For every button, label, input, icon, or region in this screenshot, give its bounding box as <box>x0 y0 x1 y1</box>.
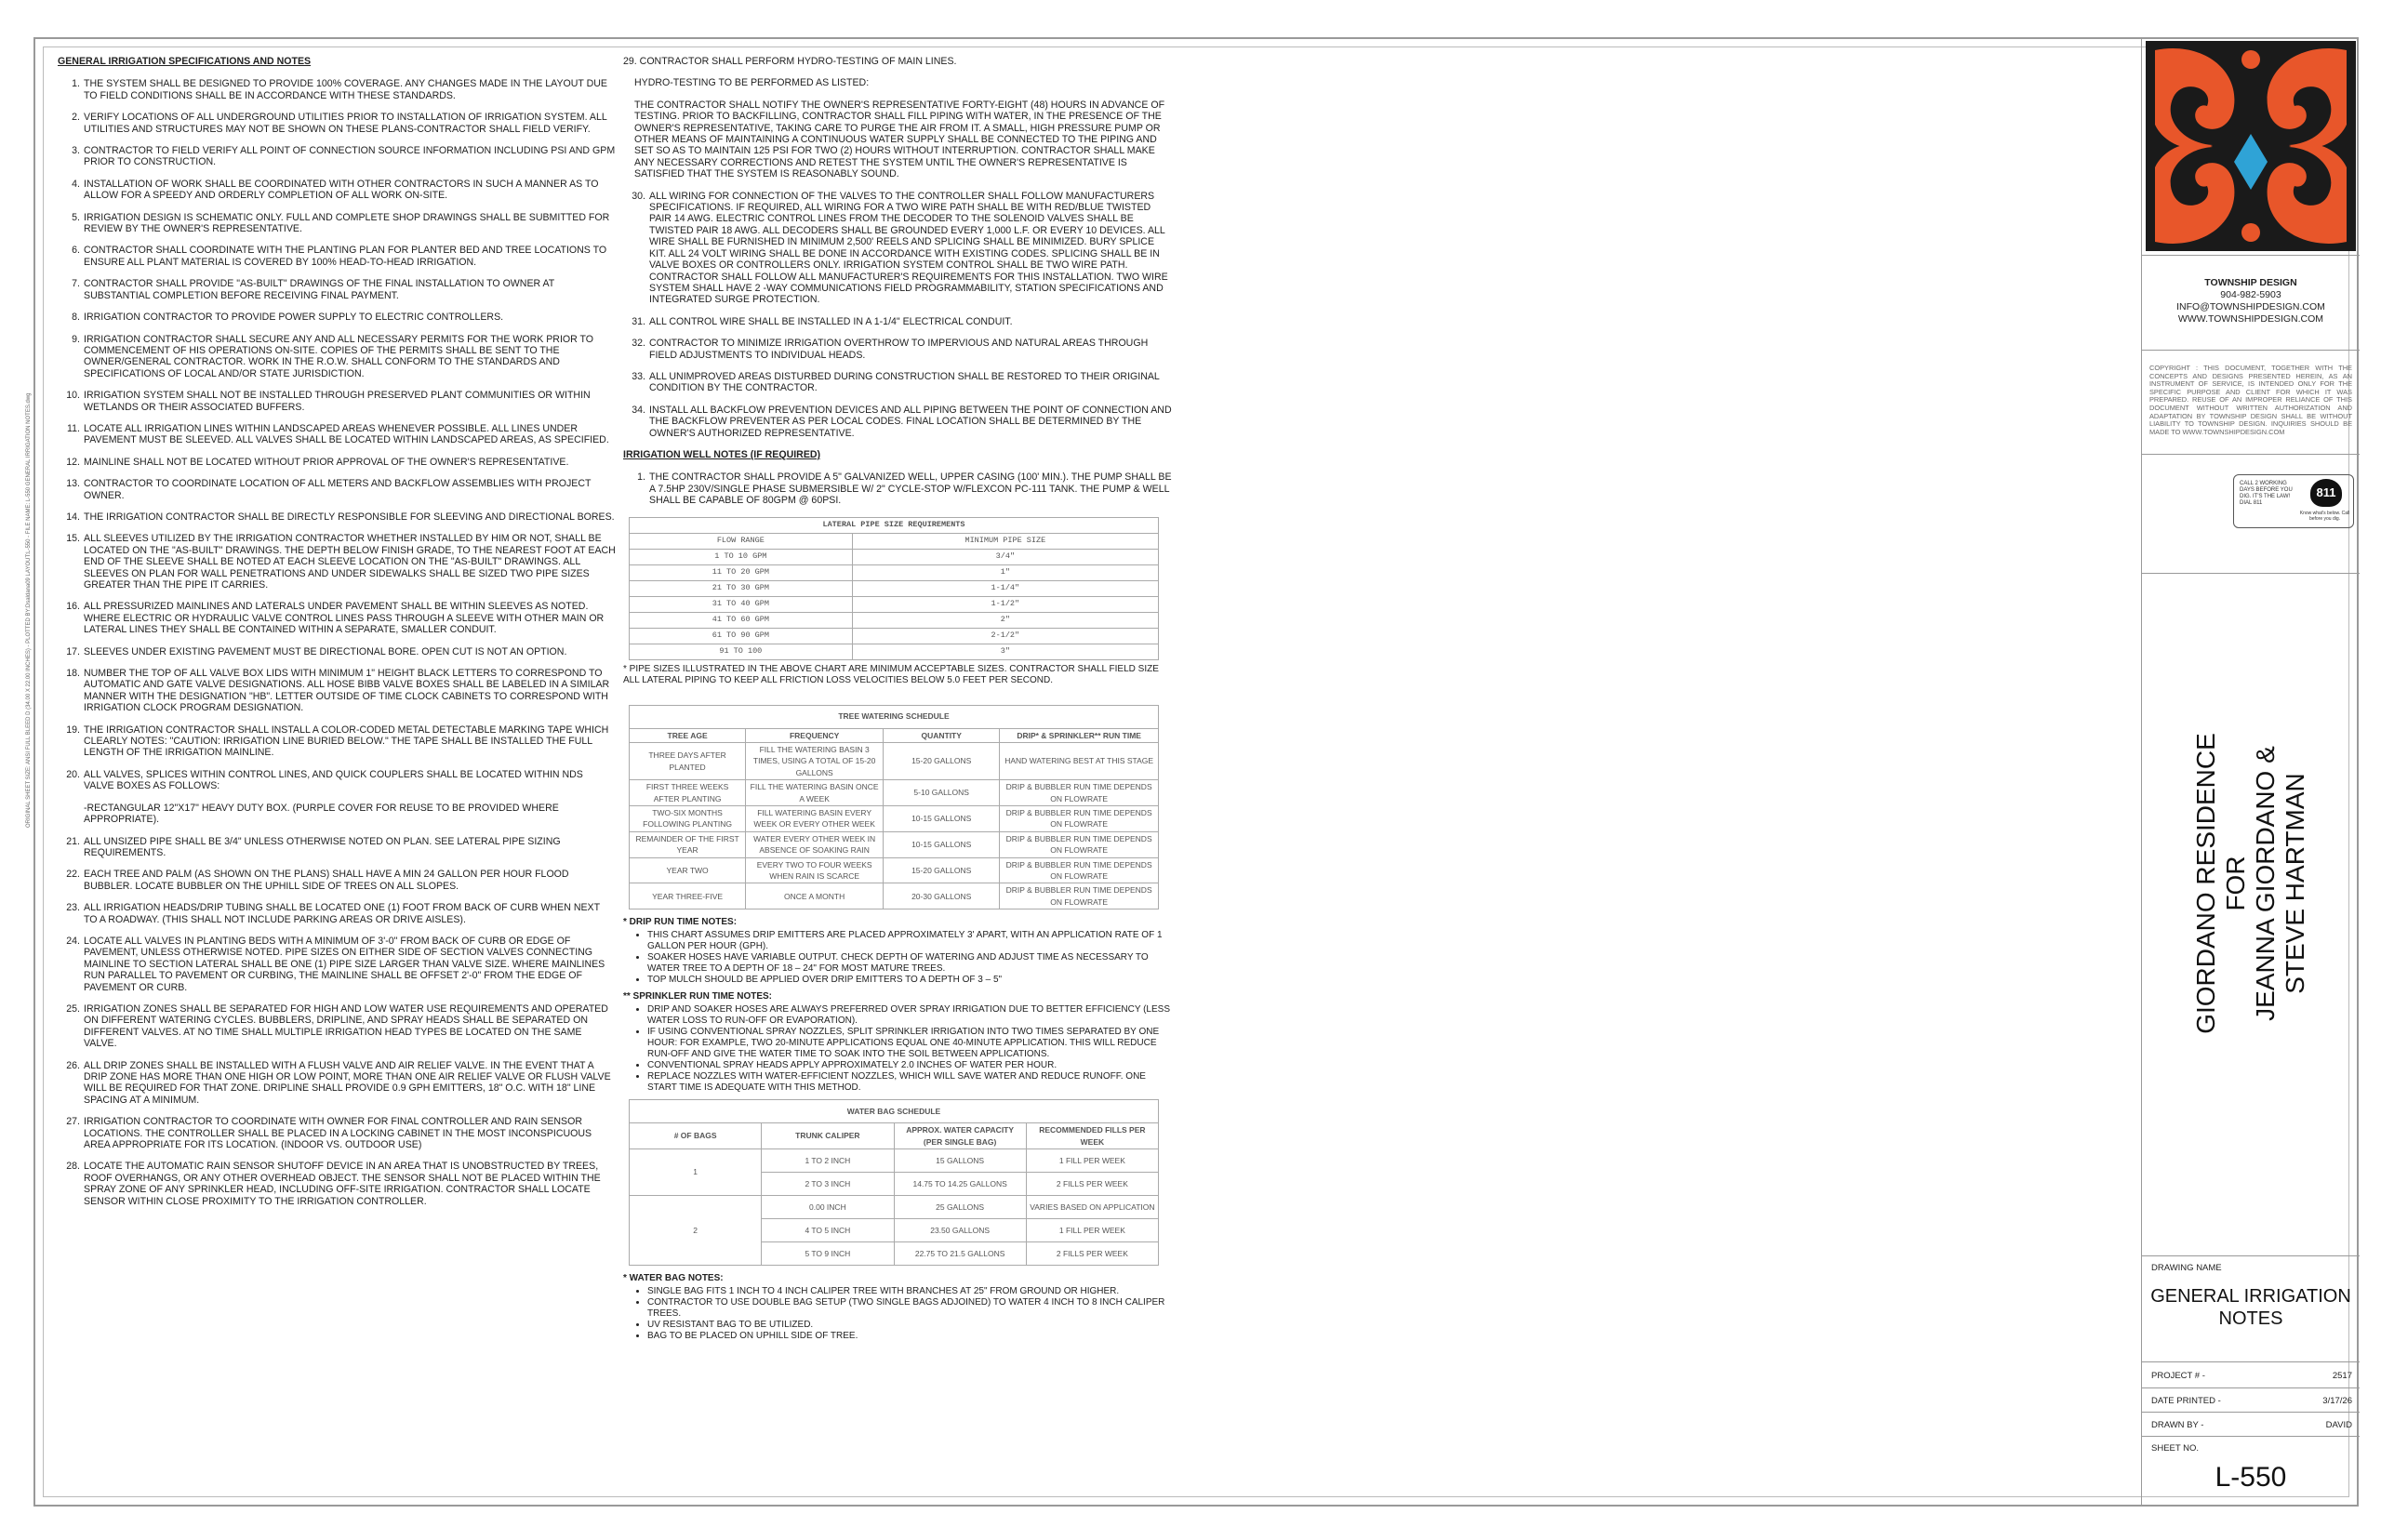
call-811-stamp <box>2233 474 2354 528</box>
bag-group-1: 1 <box>630 1149 762 1196</box>
lateral-pipe-row <box>630 564 1159 580</box>
hydro-test-intro: HYDRO-TESTING TO BE PERFORMED AS LISTED: <box>634 77 870 89</box>
tree-watering-cell: FILL THE WATERING BASIN 3 TIMES, USING A TOTAL OF 15-20 GALLONS <box>746 743 884 780</box>
tree-watering-cell: 10-15 GALLONS <box>884 806 1000 832</box>
tree-watering-cell: FILL WATERING BASIN EVERY WEEK OR EVERY OTHER WEEK <box>746 806 884 832</box>
general-note: 19. THE IRRIGATION CONTRACTOR SHALL INSTALL A COLOR-CODED METAL DETECTABLE MARKING TAPE WHICH CLEARLY NOTES: "CAUTION: IRRIGATION LINE BURIED BELOW." THE TAPE SHALL BE INSTALLED THE FULL LENGTH OF THE IRRIGATION MAINLINE. <box>66 724 609 759</box>
tree-watering-cell: DRIP & BUBBLER RUN TIME DEPENDS ON FLOWRATE <box>1000 883 1159 909</box>
tree-watering-cell: DRIP & BUBBLER RUN TIME DEPENDS ON FLOWRATE <box>1000 857 1159 883</box>
general-notes-heading: GENERAL IRRIGATION SPECIFICATIONS AND NOTES <box>58 56 312 67</box>
tree-watering-cell: YEAR TWO <box>630 857 746 883</box>
tree-watering-cell: TWO-SIX MONTHS FOLLOWING PLANTING <box>630 806 746 832</box>
firm-info <box>2142 277 2360 325</box>
lateral-pipe-cell: 1-1/2" <box>852 596 1158 612</box>
lateral-pipe-cell: 3" <box>852 644 1158 659</box>
water-bag-note-item: • SINGLE BAG FITS 1 INCH TO 4 INCH CALIPER TREE WITH BRANCHES AT 25" FROM GROUND OR HIGHER. <box>647 1286 1172 1297</box>
general-note: 33. ALL UNIMPROVED AREAS DISTURBED DURING CONSTRUCTION SHALL BE RESTORED TO THEIR ORIGINAL CONDITION BY THE CONTRACTOR. <box>632 370 1160 394</box>
bag-cell: 25 GALLONS <box>894 1196 1026 1219</box>
bag-cell: 4 TO 5 INCH <box>762 1219 894 1242</box>
tree-watering-cell: 20-30 GALLONS <box>884 883 1000 909</box>
drip-notes-heading: * DRIP RUN TIME NOTES: <box>623 917 738 928</box>
general-note: 11. LOCATE ALL IRRIGATION LINES WITHIN LANDSCAPED AREAS WHENEVER POSSIBLE. ALL LINES UNDER PAVEMENT MUST BE SLEEVED. ALL VALVES SHALL BE LOCATED WITHIN LANDSCAPED AREAS, AS SPECIFIED. <box>67 422 609 446</box>
township-design-logo <box>2146 41 2356 251</box>
bag-header-fills: RECOMMENDED FILLS PER WEEK <box>1026 1123 1158 1149</box>
lateral-pipe-row <box>630 612 1159 628</box>
general-note: 17. SLEEVES UNDER EXISTING PAVEMENT MUST BE DIRECTIONAL BORE. OPEN CUT IS NOT AN OPTION. <box>66 645 567 657</box>
general-note: 32. CONTRACTOR TO MINIMIZE IRRIGATION OVERTHROW TO IMPERVIOUS AND NATURAL AREAS THROUGH FIELD ADJUSTMENTS TO INDIVIDUAL HEADS. <box>632 338 1149 361</box>
bag-header-count: # OF BAGS <box>630 1123 762 1149</box>
title-block <box>2141 37 2360 1507</box>
tree-watering-cell: DRIP & BUBBLER RUN TIME DEPENDS ON FLOWRATE <box>1000 831 1159 857</box>
general-note: 3. CONTRACTOR TO FIELD VERIFY ALL POINT OF CONNECTION SOURCE INFORMATION INCLUDING PSI AND GPM PRIOR TO CONSTRUCTION. <box>72 145 616 168</box>
sprinkler-notes-heading: ** SPRINKLER RUN TIME NOTES: <box>623 991 773 1002</box>
lateral-pipe-cell: 91 TO 100 <box>630 644 853 659</box>
bag-cell: 15 GALLONS <box>894 1149 1026 1173</box>
lateral-pipe-cell: 1 TO 10 GPM <box>630 549 853 564</box>
general-note: 28. LOCATE THE AUTOMATIC RAIN SENSOR SHUTOFF DEVICE IN AN AREA THAT IS UNOBSTRUCTED BY TREES, ROOF OVERHANGS, OR ANY OTHER OVERHEAD OBJECT. THE SENSOR SHALL NOT BE PLACED WITHIN THE SPRAY ZONE OF ANY SPRINKLER HEAD, INCLUDING OFF-SITE IRRIGATION. CONTRACTOR SHALL LOCATE SENSOR WITHIN CLOSE PROXIMITY TO THE IRRIGATION CONTROLLER. <box>66 1161 601 1207</box>
project-title <box>2142 632 2360 1135</box>
general-note: 20. ALL VALVES, SPLICES WITHIN CONTROL LINES, AND QUICK COUPLERS SHALL BE LOCATED WITHIN NDS VALVE BOXES AS FOLLOWS: <box>66 768 583 792</box>
sprinkler-note-item: • IF USING CONVENTIONAL SPRAY NOZZLES, SPLIT SPRINKLER IRRIGATION INTO TWO TIMES SEPARATED BY ONE HOUR: FOR EXAMPLE, TWO 20-MINUTE APPLICATIONS EQUAL ONE 40-MINUTE APPLICATION. THIS WILL REDUCE RUN-OFF AND GIVE THE WATER TIME TO SOAK INTO THE SOIL BETWEEN APPLICATIONS. <box>647 1027 1172 1060</box>
project-title-line: FOR <box>2221 856 2250 911</box>
firm-name: TOWNSHIP DESIGN <box>2204 277 2297 288</box>
bag-header-caliper: TRUNK CALIPER <box>762 1123 894 1149</box>
sprinkler-note-item: • DRIP AND SOAKER HOSES ARE ALWAYS PREFERRED OVER SPRAY IRRIGATION DUE TO BETTER EFFICIENCY (LESS WATER LOSS TO RUN-OFF OR EVAPORATION). <box>647 1004 1172 1027</box>
bag-group-2: 2 <box>630 1196 762 1266</box>
tree-watering-cell: DRIP & BUBBLER RUN TIME DEPENDS ON FLOWRATE <box>1000 806 1159 832</box>
lateral-pipe-row <box>630 644 1159 659</box>
lateral-pipe-row <box>630 549 1159 564</box>
lateral-pipe-cell: 41 TO 60 GPM <box>630 612 853 628</box>
tree-watering-cell: FILL THE WATERING BASIN ONCE A WEEK <box>746 780 884 806</box>
firm-phone: 904-982-5903 <box>2220 289 2281 300</box>
tree-watering-table <box>629 705 1159 910</box>
bag-cell: 1 FILL PER WEEK <box>1026 1149 1158 1173</box>
lateral-header-flow: FLOW RANGE <box>630 533 853 549</box>
call-811-text: CALL 2 WORKING DAYS BEFORE YOU DIG. IT'S THE LAW! DIAL 811 <box>2240 481 2293 506</box>
general-note: 1. THE SYSTEM SHALL BE DESIGNED TO PROVIDE 100% COVERAGE. ANY CHANGES MADE IN THE LAYOUT DUE TO FIELD CONDITIONS SHALL BE IN ACCORDANCE WITH THESE STANDARDS. <box>72 78 607 101</box>
project-title-line: JEANNA GIORDANO & <box>2251 746 2280 1021</box>
drip-note-item: • THIS CHART ASSUMES DRIP EMITTERS ARE PLACED APPROXIMATELY 3' APART, WITH AN APPLICATION RATE OF 1 GALLON PER HOUR (GPH). <box>647 930 1172 952</box>
tree-watering-row <box>630 806 1159 832</box>
tree-watering-row <box>630 883 1159 909</box>
bag-header-capacity: APPROX. WATER CAPACITY (PER SINGLE BAG) <box>894 1123 1026 1149</box>
tree-watering-cell: 10-15 GALLONS <box>884 831 1000 857</box>
lateral-pipe-cell: 2" <box>852 612 1158 628</box>
general-note: 5. IRRIGATION DESIGN IS SCHEMATIC ONLY. FULL AND COMPLETE SHOP DRAWINGS SHALL BE SUBMITTED FOR REVIEW BY THE OWNER'S REPRESENTATIVE. <box>72 211 610 235</box>
tree-watering-cell: WATER EVERY OTHER WEEK IN ABSENCE OF SOAKING RAIN <box>746 831 884 857</box>
general-note: 14. THE IRRIGATION CONTRACTOR SHALL BE DIRECTLY RESPONSIBLE FOR SLEEVING AND DIRECTIONAL BORES. <box>66 511 615 523</box>
drawn-by-row: DRAWN BY - DAVID <box>2151 1420 2352 1430</box>
well-note-1: 1. THE CONTRACTOR SHALL PROVIDE A 5" GALVANIZED WELL, UPPER CASING (100' MIN.). THE PUMP SHALL BE A 7.5HP 230V/SINGLE PHASE SUBMERSIBLE W/ 2" CYCLE-STOP W/FLEXCON PC-111 TANK. THE PUMP & WELL SHALL BE CAPABLE OF 80GPM @ 60PSI. <box>637 471 1172 507</box>
bag-cell: 1 TO 2 INCH <box>762 1149 894 1173</box>
lateral-pipe-cell: 1-1/4" <box>852 580 1158 596</box>
well-notes-heading: IRRIGATION WELL NOTES (IF REQUIRED) <box>623 448 821 460</box>
lateral-pipe-cell: 3/4" <box>852 549 1158 564</box>
tree-watering-cell: 5-10 GALLONS <box>884 780 1000 806</box>
lateral-pipe-row <box>630 628 1159 644</box>
water-bag-note-item: • BAG TO BE PLACED ON UPHILL SIDE OF TREE. <box>647 1331 1172 1342</box>
general-note: 12. MAINLINE SHALL NOT BE LOCATED WITHOUT PRIOR APPROVAL OF THE OWNER'S REPRESENTATIVE. <box>66 456 569 468</box>
tree-watering-cell: FIRST THREE WEEKS AFTER PLANTING <box>630 780 746 806</box>
bag-cell: 2 FILLS PER WEEK <box>1026 1242 1158 1266</box>
drawing-name-label: DRAWING NAME <box>2151 1263 2222 1273</box>
lateral-pipe-cell: 31 TO 40 GPM <box>630 596 853 612</box>
bag-cell: VARIES BASED ON APPLICATION <box>1026 1196 1158 1219</box>
lateral-pipe-cell: 2-1/2" <box>852 628 1158 644</box>
bag-cell: 22.75 TO 21.5 GALLONS <box>894 1242 1026 1266</box>
drip-note-item: • SOAKER HOSES HAVE VARIABLE OUTPUT. CHECK DEPTH OF WATERING AND ADJUST TIME AS NECESSARY TO WATER TREE TO A DEPTH OF 18 – 24" FOR MOST MATURE TREES. <box>647 952 1172 975</box>
general-note: 13. CONTRACTOR TO COORDINATE LOCATION OF ALL METERS AND BACKFLOW ASSEMBLIES WITH PROJECT OWNER. <box>66 478 592 501</box>
tree-watering-cell: DRIP & BUBBLER RUN TIME DEPENDS ON FLOWRATE <box>1000 780 1159 806</box>
tree-watering-cell: THREE DAYS AFTER PLANTED <box>630 743 746 780</box>
tree-header-quantity: QUANTITY <box>884 728 1000 742</box>
general-note: 18. NUMBER THE TOP OF ALL VALVE BOX LIDS WITH MINIMUM 1" HEIGHT BLACK LETTERS TO CORRESPOND TO AUTOMATIC AND GATE VALVE DESIGNATIONS. ALL HOSE BIBB VALVE BOXES SHALL BE LABELED IN A SIMILAR MANNER WITH THE DESIGNATION "HB". LETTER OUTSIDE OF TIME CLOCK CABINETS TO CORRESPOND WITH IRRIGATION CLOCK PROGRAM DESIGNATION. <box>66 668 610 714</box>
bag-cell: 0.00 INCH <box>762 1196 894 1219</box>
sprinkler-note-item: • REPLACE NOZZLES WITH WATER-EFFICIENT NOZZLES, WHICH WILL SAVE WATER AND REDUCE RUNOFF. ONE START TIME IS ADEQUATE WITH THIS METHOD. <box>647 1071 1172 1094</box>
lateral-pipe-table <box>629 517 1159 660</box>
lateral-pipe-cell: 21 TO 30 GPM <box>630 580 853 596</box>
general-note: 23. ALL IRRIGATION HEADS/DRIP TUBING SHALL BE LOCATED ONE (1) FOOT FROM BACK OF CURB WHEN NEXT TO A ROADWAY. (THIS SHALL NOT INCLUDE PARKING AREAS OR DRIVE AISLES). <box>66 902 600 925</box>
lateral-pipe-cell: 1" <box>852 564 1158 580</box>
general-note: 16. ALL PRESSURIZED MAINLINES AND LATERALS UNDER PAVEMENT SHALL BE WITHIN SLEEVES AS NOTED. WHERE ELECTRIC OR HYDRAULIC VALVE CONTROL LINES PASS THROUGH A SLEEVE WITH OTHER MAIN OR LATERAL LINES THEY SHALL BE CONTAINED WITHIN A SEPARATE, SMALLER CONDUIT. <box>66 601 605 636</box>
general-note: -RECTANGULAR 12"X17" HEAVY DUTY BOX. (PURPLE COVER FOR REUSE TO BE PROVIDED WHERE APPROPRIATE). <box>84 802 559 826</box>
general-note: 27. IRRIGATION CONTRACTOR TO COORDINATE WITH OWNER FOR FINAL CONTROLLER AND RAIN SENSOR LOCATIONS. THE CONTROLLER SHALL BE PLACED IN A LOCKING CABINET IN THE MOST INCONSPICUOUS AREA APPROPRIATE FOR ITS LOCATION. (INDOOR VS. OUTDOOR USE) <box>66 1116 592 1151</box>
bag-cell: 1 FILL PER WEEK <box>1026 1219 1158 1242</box>
water-bag-notes <box>623 1273 1172 1342</box>
project-number: 2517 <box>2332 1371 2352 1381</box>
water-bag-note-item: • CONTRACTOR TO USE DOUBLE BAG SETUP (TWO SINGLE BAGS ADJOINED) TO WATER 4 INCH TO 8 INCH CALIPER TREES. <box>647 1297 1172 1320</box>
drawing-name: GENERAL IRRIGATION NOTES <box>2150 1286 2351 1329</box>
general-notes-column <box>58 56 616 1217</box>
project-number-row: PROJECT # - 2517 <box>2151 1371 2352 1381</box>
tree-watering-row <box>630 831 1159 857</box>
general-note: 24. LOCATE ALL VALVES IN PLANTING BEDS WITH A MINIMUM OF 3'-0" FROM BACK OF CURB OR EDGE OF PAVEMENT, UNLESS OTHERWISE NOTED. PIPE SIZES ON EITHER SIDE OF SECTION VALVES CONNECTING MAINLINE TO SECTION LATERAL SHALL BE ONE (1) PIPE SIZE LARGER THAN VALVE SIZE. WHERE MAINLINES RUN PARALLEL TO PAVEMENT OR CURBING, THE MAINLINE SHALL BE OFFSET 2'-0" FROM THE EDGE OF PAVEMENT OR CURB. <box>66 935 605 993</box>
firm-website: WWW.TOWNSHIPDESIGN.COM <box>2177 313 2324 325</box>
general-note: 4. INSTALLATION OF WORK SHALL BE COORDINATED WITH OTHER CONTRACTORS IN SUCH A MANNER AS TO ALLOW FOR A SPEEDY AND ORDERLY COMPLETION OF ALL WORK ON-SITE. <box>72 178 599 202</box>
bag-cell: 23.50 GALLONS <box>894 1219 1026 1242</box>
drip-notes <box>623 917 1172 1094</box>
tree-header-age: TREE AGE <box>630 728 746 742</box>
tree-watering-cell: YEAR THREE-FIVE <box>630 883 746 909</box>
note-29: 29. CONTRACTOR SHALL PERFORM HYDRO-TESTING OF MAIN LINES. <box>623 56 957 67</box>
lateral-pipe-cell: 11 TO 20 GPM <box>630 564 853 580</box>
drawn-by: DAVID <box>2325 1420 2352 1430</box>
lateral-pipe-footnote: * PIPE SIZES ILLUSTRATED IN THE ABOVE CHART ARE MINIMUM ACCEPTABLE SIZES. CONTRACTOR SHALL FIELD SIZE ALL LATERAL PIPING TO KEEP ALL FRICTION LOSS VELOCITIES BELOW 5.0 FEET PER SECOND. <box>623 663 1159 685</box>
date-printed: 3/17/26 <box>2322 1396 2352 1406</box>
general-note: 21. ALL UNSIZED PIPE SHALL BE 3/4" UNLESS OTHERWISE NOTED ON PLAN. SEE LATERAL PIPE SIZING REQUIREMENTS. <box>66 835 561 858</box>
lateral-pipe-row <box>630 596 1159 612</box>
general-note: 6. CONTRACTOR SHALL COORDINATE WITH THE PLANTING PLAN FOR PLANTER BED AND TREE LOCATIONS TO ENSURE ALL PLANT MATERIAL IS COVERED BY 100% HEAD-TO-HEAD IRRIGATION. <box>72 245 607 268</box>
general-note: 9. IRRIGATION CONTRACTOR SHALL SECURE ANY AND ALL NECESSARY PERMITS FOR THE WORK PRIOR TO COMMENCEMENT OF HIS OPERATIONS ON-SITE. COPIES OF THE PERMITS SHALL BE SENT TO THE OWNER/GENERAL CONTRACTOR. WORK IN THE R.O.W. SHALL CONFORM TO THE STANDARDS AND SPECIFICATIONS OF LOCAL AND/OR STATE JURISDICTION. <box>72 333 594 379</box>
tree-watering-title: TREE WATERING SCHEDULE <box>630 705 1159 728</box>
second-notes-column <box>623 56 1172 1346</box>
lateral-pipe-cell: 61 TO 90 GPM <box>630 628 853 644</box>
general-note: 26. ALL DRIP ZONES SHALL BE INSTALLED WITH A FLUSH VALVE AND AIR RELIEF VALVE. IN THE EVENT THAT A DRIP ZONE HAS MORE THAN ONE HIGH OR LOW POINT, MORE THAN ONE AIR RELIEF VALVE OR FLUSH VALVE WILL BE REQUIRED FOR THAT ZONE. DRIPLINE SHALL PROVIDE 0.9 GPH EMITTERS, 18" O.C. WITH 18" LINE SPACING AT A MINIMUM. <box>66 1059 611 1106</box>
hydro-test-body: THE CONTRACTOR SHALL NOTIFY THE OWNER'S REPRESENTATIVE FORTY-EIGHT (48) HOURS IN ADVANCE OF TESTING. PRIOR TO BACKFILLING, CONTRACTOR SHALL FILL PIPING WITH WATER, IN THE PRESENCE OF THE OWNER'S REPRESENTATIVE, TAKING CARE TO PURGE THE AIR FROM IT. A SMALL, HIGH PRESSURE PUMP OR OTHER MEANS OF MAINTAINING A CONTINUOUS WATER SUPPLY SHALL BE CONNECTED TO THE PIPING AND SET SO AS TO MAINTAIN 125 PSI FOR TWO (2) HOURS WITHOUT INTERRUPTION. CONTRACTOR SHALL MAKE ANY NECESSARY CORRECTIONS AND RETEST THE SYSTEM UNTIL THE OWNER'S REPRESENTATIVE IS SATISFIED THAT THE SYSTEM IS REASONABLY SOUND. <box>634 99 1165 180</box>
general-note: 25. IRRIGATION ZONES SHALL BE SEPARATED FOR HIGH AND LOW WATER USE REQUIREMENTS AND OPERATED ON DIFFERENT WATERING CYCLES. BUBBLERS, DRIPLINE, AND SPRAY HEADS SHALL BE SEPARATED ON DIFFERENT VALVES. AT NO TIME SHALL MULTIPLE IRRIGATION HEAD TYPES BE LOCATED ON THE SAME VALVE. <box>66 1002 608 1050</box>
ornamental-scroll-icon <box>2146 41 2356 251</box>
tree-header-frequency: FREQUENCY <box>746 728 884 742</box>
general-note: 2. VERIFY LOCATIONS OF ALL UNDERGROUND UTILITIES PRIOR TO INSTALLATION OF IRRIGATION SYSTEM. ALL UTILITIES AND STRUCTURES MAY NOT BE SHOWN ON THESE PLANS-CONTRACTOR SHALL FIELD VERIFY. <box>72 112 607 135</box>
sprinkler-note-item: • CONVENTIONAL SPRAY HEADS APPLY APPROXIMATELY 2.0 INCHES OF WATER PER HOUR. <box>647 1060 1172 1071</box>
call-811-icon: 811 <box>2310 479 2342 507</box>
firm-email: INFO@TOWNSHIPDESIGN.COM <box>2176 301 2325 312</box>
tree-watering-cell: REMAINDER OF THE FIRST YEAR <box>630 831 746 857</box>
water-bag-table <box>629 1099 1159 1266</box>
water-bag-notes-heading: * WATER BAG NOTES: <box>623 1273 724 1284</box>
tree-watering-cell: HAND WATERING BEST AT THIS STAGE <box>1000 743 1159 780</box>
sheet-number-label: SHEET NO. <box>2151 1443 2200 1454</box>
tree-header-runtime: DRIP* & SPRINKLER** RUN TIME <box>1000 728 1159 742</box>
water-bag-note-item: • UV RESISTANT BAG TO BE UTILIZED. <box>647 1320 1172 1331</box>
bag-cell: 2 FILLS PER WEEK <box>1026 1173 1158 1196</box>
copyright-notice: COPYRIGHT : THIS DOCUMENT, TOGETHER WITH THE CONCEPTS AND DESIGNS PRESENTED HEREIN, AS AN INSTRUMENT OF SERVICE, IS INTENDED ONLY FOR THE SPECIFIC PURPOSE AND CLIENT FOR WHICH IT WAS PREPARED. REUSE OF AN IMPROPER RELIANCE OF THIS DOCUMENT WITHOUT WRITTEN AUTHORIZATION AND ADAPTATION BY TOWNSHIP DESIGN SHALL BE WITHOUT LIABILITY TO TOWNSHIP DESIGN. INQUIRIES SHOULD BE MADE TO WWW.TOWNSHIPDESIGN.COM <box>2149 364 2352 436</box>
project-title-line: GIORDANO RESIDENCE <box>2191 733 2220 1034</box>
lateral-pipe-row <box>630 580 1159 596</box>
tree-watering-row <box>630 857 1159 883</box>
tree-watering-cell: EVERY TWO TO FOUR WEEKS WHEN RAIN IS SCARCE <box>746 857 884 883</box>
general-note: 7. CONTRACTOR SHALL PROVIDE "AS-BUILT" DRAWINGS OF THE FINAL INSTALLATION TO OWNER AT SUBSTANTIAL COMPLETION BEFORE RECEIVING FINAL PAYMENT. <box>72 278 555 301</box>
general-note: 31. ALL CONTROL WIRE SHALL BE INSTALLED IN A 1-1/4" ELECTRICAL CONDUIT. <box>632 315 1013 327</box>
general-note: 22. EACH TREE AND PALM (AS SHOWN ON THE PLANS) SHALL HAVE A MIN 24 GALLON PER HOUR FLOOD BUBBLER. LOCATE BUBBLER ON THE UPHILL SIDE OF TREES ON ALL SLOPES. <box>66 869 569 892</box>
lateral-pipe-title: LATERAL PIPE SIZE REQUIREMENTS <box>630 517 1159 533</box>
lateral-header-size: MINIMUM PIPE SIZE <box>852 533 1158 549</box>
date-printed-row: DATE PRINTED - 3/17/26 <box>2151 1396 2352 1406</box>
water-bag-title: WATER BAG SCHEDULE <box>630 1100 1159 1123</box>
drip-note-item: • TOP MULCH SHOULD BE APPLIED OVER DRIP EMITTERS TO A DEPTH OF 3 – 5" <box>647 975 1172 986</box>
general-note: 15. ALL SLEEVES UTILIZED BY THE IRRIGATION CONTRACTOR WHETHER INSTALLED BY HIM OR NOT, SHALL BE LOCATED ON THE "AS-BUILT" DRAWINGS. THE DEPTH BELOW FINISH GRADE, TO THE NEAREST FOOT AT EACH END OF THE SLEEVE SHALL BE NOTED AT EACH SLEEVE LOCATION ON THE "AS-BUILT" DRAWINGS. ALL SLEEVES ON PLAN FOR WALL PENETRATIONS AND UNDER SIDEWALKS SHALL BE SIZED TWO PIPE SIZES GREATER THAN THE PIPE IT CARRIES. <box>66 533 616 591</box>
general-note: 8. IRRIGATION CONTRACTOR TO PROVIDE POWER SUPPLY TO ELECTRIC CONTROLLERS. <box>72 312 504 324</box>
bag-cell: 2 TO 3 INCH <box>762 1173 894 1196</box>
general-note: 30. ALL WIRING FOR CONNECTION OF THE VALVES TO THE CONTROLLER SHALL FOLLOW MANUFACTURERS SPECIFICATIONS. IF REQUIRED, ALL WIRING FOR A TWO WIRE PATH SHALL BE WITH RED/BLUE TWISTED PAIR 14 AWG. ELECTRIC CONTROL LINES FROM THE DECODER TO THE SOLENOID VALVES SHALL BE TWISTED PAIR 18 AWG. ALL DECODERS SHALL BE GROUNDED EVERY 1,000 L.F. OR EVERY 10 DEVICES. ALL WIRE SHALL BE FURNISHED IN MINIMUM 2,500' REELS AND SPLICING SHALL BE MINIMIZED. BURY SPLICE KIT. ALL 24 VOLT WIRING SHALL BE DONE IN ACCORDANCE WITH EXISTING CODES. SPLICING SHALL BE IN VALVE BOXES OR CONTROLLERS ONLY. IRRIGATION SYSTEM CONTROL SHALL BE TWO WIRE PATH. CONTRACTOR SHALL FOLLOW ALL MANUFACTURER'S REQUIREMENTS FOR THIS INSTALLATION. TWO WIRE SYSTEM SHALL HAVE 2 -WAY COMMUNICATIONS FIELD PROGRAMMABILITY, STATION SPECIFICATIONS AND INTEGRATED SURGE PROTECTION. <box>632 190 1168 306</box>
bag-cell: 14.75 TO 14.25 GALLONS <box>894 1173 1026 1196</box>
tree-watering-cell: 15-20 GALLONS <box>884 857 1000 883</box>
general-note: 34. INSTALL ALL BACKFLOW PREVENTION DEVICES AND ALL PIPING BETWEEN THE POINT OF CONNECTION AND THE BACKFLOW PREVENTER AS PER LOCAL CODES. FINAL LOCATION SHALL BE DETERMINED BY THE OWNER'S AUTHORIZED REPRESENTATIVE. <box>632 404 1172 439</box>
sheet-number: L-550 <box>2215 1462 2287 1493</box>
call-811-tagline: Know what's below. Call before you dig. <box>2299 511 2350 522</box>
plot-info-text: ORIGINAL SHEET SIZE: ANSI FULL BLEED D (34.00 X 22.00 INCHES) - PLOTTED BY:Dsaldana09 LAYOUT:L-550 - FILE NAME: L-550 GENERAL IRRIGATION NOTES.dwg <box>26 392 32 828</box>
bag-cell: 5 TO 9 INCH <box>762 1242 894 1266</box>
tree-watering-row <box>630 743 1159 780</box>
general-note: 10. IRRIGATION SYSTEM SHALL NOT BE INSTALLED THROUGH PRESERVED PLANT COMMUNITIES OR WITHIN WETLANDS OR THEIR ASSOCIATED BUFFERS. <box>66 390 591 413</box>
tree-watering-cell: ONCE A MONTH <box>746 883 884 909</box>
tree-watering-cell: 15-20 GALLONS <box>884 743 1000 780</box>
general-notes-list <box>58 78 616 1207</box>
project-title-line: STEVE HARTMAN <box>2281 773 2309 994</box>
notes-30-34 <box>623 191 1172 439</box>
tree-watering-row <box>630 780 1159 806</box>
